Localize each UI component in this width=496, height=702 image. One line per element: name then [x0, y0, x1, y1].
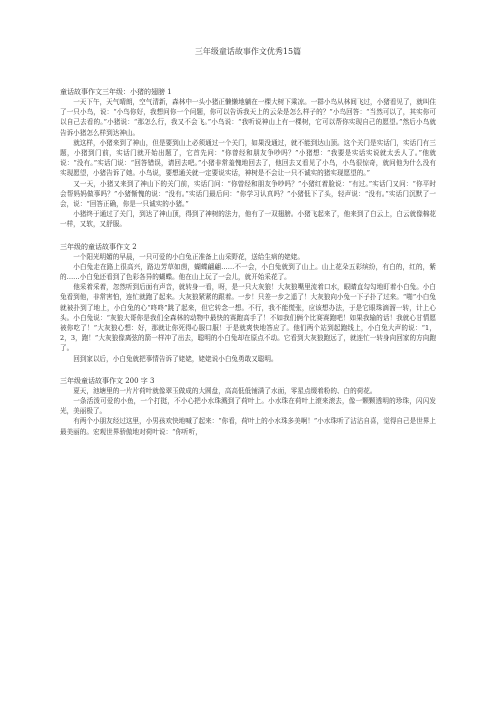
section-heading: 三年级童话故事作文 200 字 3	[60, 376, 155, 385]
paragraph: 又一天，小猪又来到了神山下的关门前，实话门问：“你曾经和朋友争吵吗？”小猪红着脸说：“有过。”实话门又问：“你平时会帮妈妈做事吗？”小猪惭愧的说：“没有。”实话门最后问：“你学习认真吗？”小猪低下了头，轻声说：“没有。”实话门沉默了一会，说：“回答正确，你是一只诚实的小猪。”	[60, 179, 436, 209]
story-section-1	[60, 87, 436, 230]
paragraph: 就这样，小猪来到了神山，但是要到山上必须通过一个关门，如果没通过，就不能到达山顶。这个关门是实话门，实话门有三题，小猪到门前，实话门就开始出题了，它首先问：“你曾经和朋友争吵吗？”小猪想：“我要是实话实说就太丢人了。”他就说：“没有。”实话门说：“回答错误，请回去吧。”小猪非常羞愧地回去了，他回去又看见了小鸟，小鸟很惊奇，就问他为什么没有实现愿望，小猪告诉了她。小鸟说，要想通关就一定要说实话，神树是不会让一只不诚实的猪实现愿望的。”	[60, 138, 436, 178]
paragraph: 回到家以后，小白兔就把事情告诉了姥姥，姥姥说小白兔勇敢又聪明。	[73, 354, 278, 363]
paragraph: 有两个小朋友经过这里，小男孩欢快地喊了起来：“你看，荷叶上的小水珠多美啊！”小水珠听了沾沾自喜，觉得自己是世界上最美丽的。宏观世界骄傲地对荷叶说：“你听听，	[60, 417, 436, 436]
paragraph: 夏天，池塘里的一片片荷叶就像翠玉做成的大圆盘，高高低低铺满了水面，零星点缀着粉的、白的荷花。	[73, 386, 377, 395]
paragraph: 小白兔走在路上很高兴，路边芳草如茵，蝴蝶翩翩……不一会，小白兔就到了山上。山上花朵五彩缤纷，有白的，红的，紫的……小白兔还看到了色彩各异的蝴蝶。他在山上玩了一会儿，就开始采花了。	[60, 262, 436, 282]
story-section-3	[60, 376, 436, 437]
document-body	[60, 87, 436, 437]
paragraph: 一个阳光明媚的早晨，一只可爱的小白兔正准备上山采野花，送给生病的姥姥。	[73, 252, 304, 261]
paragraph: 小猪终于通过了关门，到达了神山顶，得到了神树的法力，他有了一双翅膀。小猪飞起来了，他来到了白云上，白云就像棉花一样，又软，又舒服。	[60, 210, 436, 229]
section-heading: 三年级的童话故事作文 2	[60, 242, 137, 251]
paragraph: 一条活泼可爱的小鱼，一个打挺，不小心把小水珠溅到了荷叶上。小水珠在荷叶上滚来滚去，像一颗颗透明的珍珠，闪闪发光，美丽极了。	[60, 397, 436, 416]
document-title: 三年级童话故事作文优秀15篇	[194, 47, 302, 56]
section-heading: 童话故事作文三年级：小猪的翅膀 1	[60, 88, 172, 96]
paragraph: 一天下午，天气晴朗，空气清新，森林中一头小猪正懒懒地躺在一棵大树下乘凉。一群小鸟从林间飞过，小猪看见了，就叫住了一只小鸟，说：“小鸟你好，我想问你一个问题，你可以告诉我天上的云朵是怎么样子的？”小鸟回答：“当然可以了，其实你可以自己去看的。”小猪说：“那怎么行，我又不会飞。”小鸟说：“我听说神山上有一棵树，它可以帮你实现自己的愿望。”然后小鸟就告诉小猪怎么样到达神山。	[60, 98, 436, 137]
paragraph: 他采着采着，忽然听到后面有声音，就转身一看，呀，是一只大灰狼！大灰狼嘴里流着口水，眼睛直勾勾地盯着小白兔。小白兔看到他，非常害怕，连忙就跑了起来。大灰狼紧紧的跟着。一步！只差一步之遥了！大灰狼向小兔一下子扑了过来。“啪”小白兔就被扑到了地上，小白兔的心“咚咚”跳了起来，但它转念一想。不行，我不能慌张，应该想办法，于是它眼珠滴溜一转，计上心头。小白兔说：“灰狼大哥你是我们全森林的动物中最快的赛跑高手了！不如我们俩个比赛赛跑吧！如果我输的话！我就心甘情愿被你吃了！”大灰狼心想：好，那就让你死得心服口服！于是就爽快地答应了。他们两个站到起跑线上，小白兔大声的说：“1，2，3，跑！”大灰狼像离弦的箭一样冲了出去，聪明的小白兔却在原点不动。它看到大灰狼跑远了，就连忙一转身向回家的方向跑了。	[60, 283, 436, 353]
story-section-2	[60, 242, 436, 364]
